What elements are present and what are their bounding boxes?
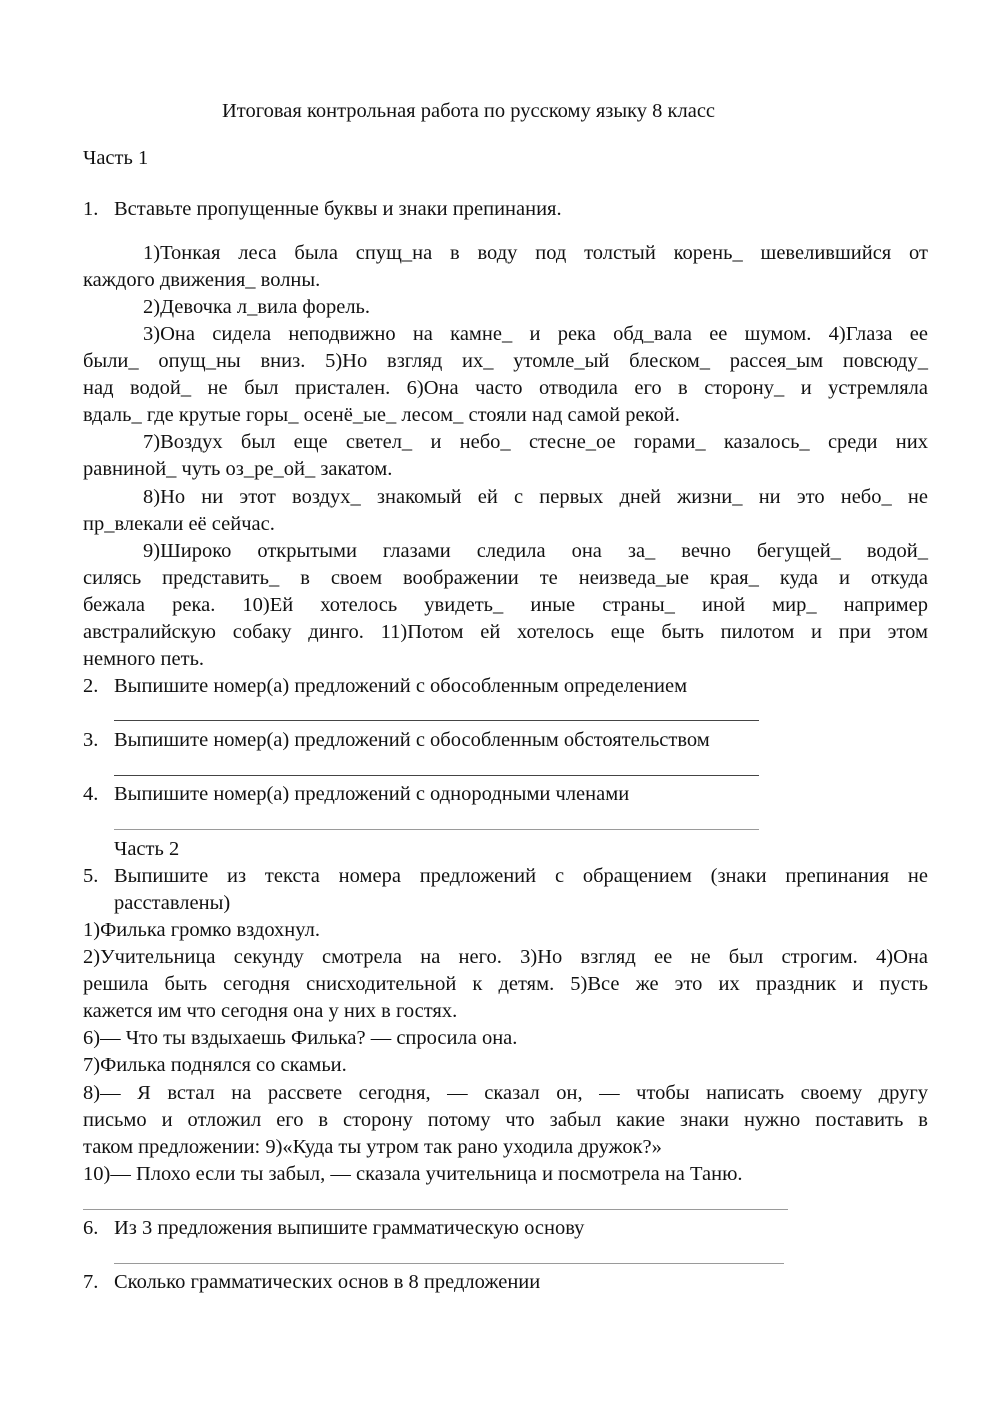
question-7-number: 7. xyxy=(83,1271,99,1293)
answer-line-q4[interactable] xyxy=(114,829,759,830)
question-5-number: 5. xyxy=(83,865,99,887)
q5-line: 8)— Я встал на рассвете сегодня, — сказал он, — чтобы написать своему другу xyxy=(83,1082,928,1104)
answer-line-q2[interactable] xyxy=(114,720,759,721)
answer-line-q6[interactable] xyxy=(114,1263,784,1264)
part-1-heading: Часть 1 xyxy=(83,147,149,169)
question-3-number: 3. xyxy=(83,729,99,751)
question-4-text: Выпишите номер(а) предложений с однородными членами xyxy=(114,783,630,805)
q1-line: вдаль_ где крутые горы_ осенё_ые_ лесом_ стояли над самой рекой. xyxy=(83,404,680,426)
question-5-text: Выпишите из текста номера предложений с обращением (знаки препинания не xyxy=(114,865,928,887)
question-1-text: Вставьте пропущенные буквы и знаки препинания. xyxy=(114,198,562,220)
question-7-text: Сколько грамматических основ в 8 предложении xyxy=(114,1271,541,1293)
q1-line: каждого движения_ волны. xyxy=(83,269,321,291)
question-6-number: 6. xyxy=(83,1217,99,1239)
question-6-text: Из 3 предложения выпишите грамматическую основу xyxy=(114,1217,585,1239)
q1-line: 2)Девочка л_вила форель. xyxy=(143,296,371,318)
question-2-number: 2. xyxy=(83,675,99,697)
question-1-number: 1. xyxy=(83,198,99,220)
q5-line: письмо и отложил его в сторону потому что забыл какие знаки нужно поставить в xyxy=(83,1109,928,1131)
question-4-number: 4. xyxy=(83,783,99,805)
q5-line: 1)Филька громко вздохнул. xyxy=(83,919,320,941)
q1-line: пр_влекали её сейчас. xyxy=(83,513,275,535)
q1-line: немного петь. xyxy=(83,648,205,670)
answer-line-q5[interactable] xyxy=(83,1209,788,1210)
q5-line: решила быть сегодня снисходительной к детям. 5)Все же это их праздник и пусть xyxy=(83,973,928,995)
part-2-heading: Часть 2 xyxy=(114,838,180,860)
q5-line: таком предложении: 9)«Куда ты утром так рано уходила дружок?» xyxy=(83,1136,662,1158)
q1-line: силясь представить_ в своем воображении те неизведа_ые края_ куда и откуда xyxy=(83,567,928,589)
q1-line: австралийскую собаку динго. 11)Потом ей хотелось еще быть пилотом и при этом xyxy=(83,621,928,643)
q1-line: над водой_ не был пристален. 6)Она часто отводила его в сторону_ и устремляла xyxy=(83,377,928,399)
q5-line: 6)— Что ты вздыхаешь Филька? — спросила она. xyxy=(83,1027,518,1049)
answer-line-q3[interactable] xyxy=(114,775,759,776)
question-5-text-cont: расставлены) xyxy=(114,892,231,914)
page-title: Итоговая контрольная работа по русскому языку 8 класс xyxy=(222,100,716,122)
q1-line: 8)Но ни этот воздух_ знакомый ей с первых дней жизни_ ни это небо_ не xyxy=(143,486,928,508)
q1-line: 3)Она сидела неподвижно на камне_ и река обд_вала ее шумом. 4)Глаза ее xyxy=(143,323,928,345)
q5-line: 10)— Плохо если ты забыл, — сказала учительница и посмотрела на Таню. xyxy=(83,1163,743,1185)
q1-line: были_ опущ_ны вниз. 5)Но взгляд их_ утомле_ый блеском_ рассея_ым повсюду_ xyxy=(83,350,928,372)
q5-line: кажется им что сегодня она у них в гостях. xyxy=(83,1000,458,1022)
question-2-text: Выпишите номер(а) предложений с обособленным определением xyxy=(114,675,688,697)
q1-line: бежала река. 10)Ей хотелось увидеть_ иные страны_ иной мир_ например xyxy=(83,594,928,616)
question-3-text: Выпишите номер(а) предложений с обособленным обстоятельством xyxy=(114,729,710,751)
q1-line: 1)Тонкая леса была спущ_на в воду под толстый корень_ шевелившийся от xyxy=(143,242,928,264)
q1-line: равниной_ чуть оз_ре_ой_ закатом. xyxy=(83,458,393,480)
q5-line: 7)Филька поднялся со скамьи. xyxy=(83,1054,347,1076)
q1-line: 7)Воздух был еще светел_ и небо_ стесне_ое горами_ казалось_ среди них xyxy=(143,431,928,453)
q1-line: 9)Широко открытыми глазами следила она за_ вечно бегущей_ водой_ xyxy=(143,540,928,562)
q5-line: 2)Учительница секунду смотрела на него. 3)Но взгляд ее не был строгим. 4)Она xyxy=(83,946,928,968)
